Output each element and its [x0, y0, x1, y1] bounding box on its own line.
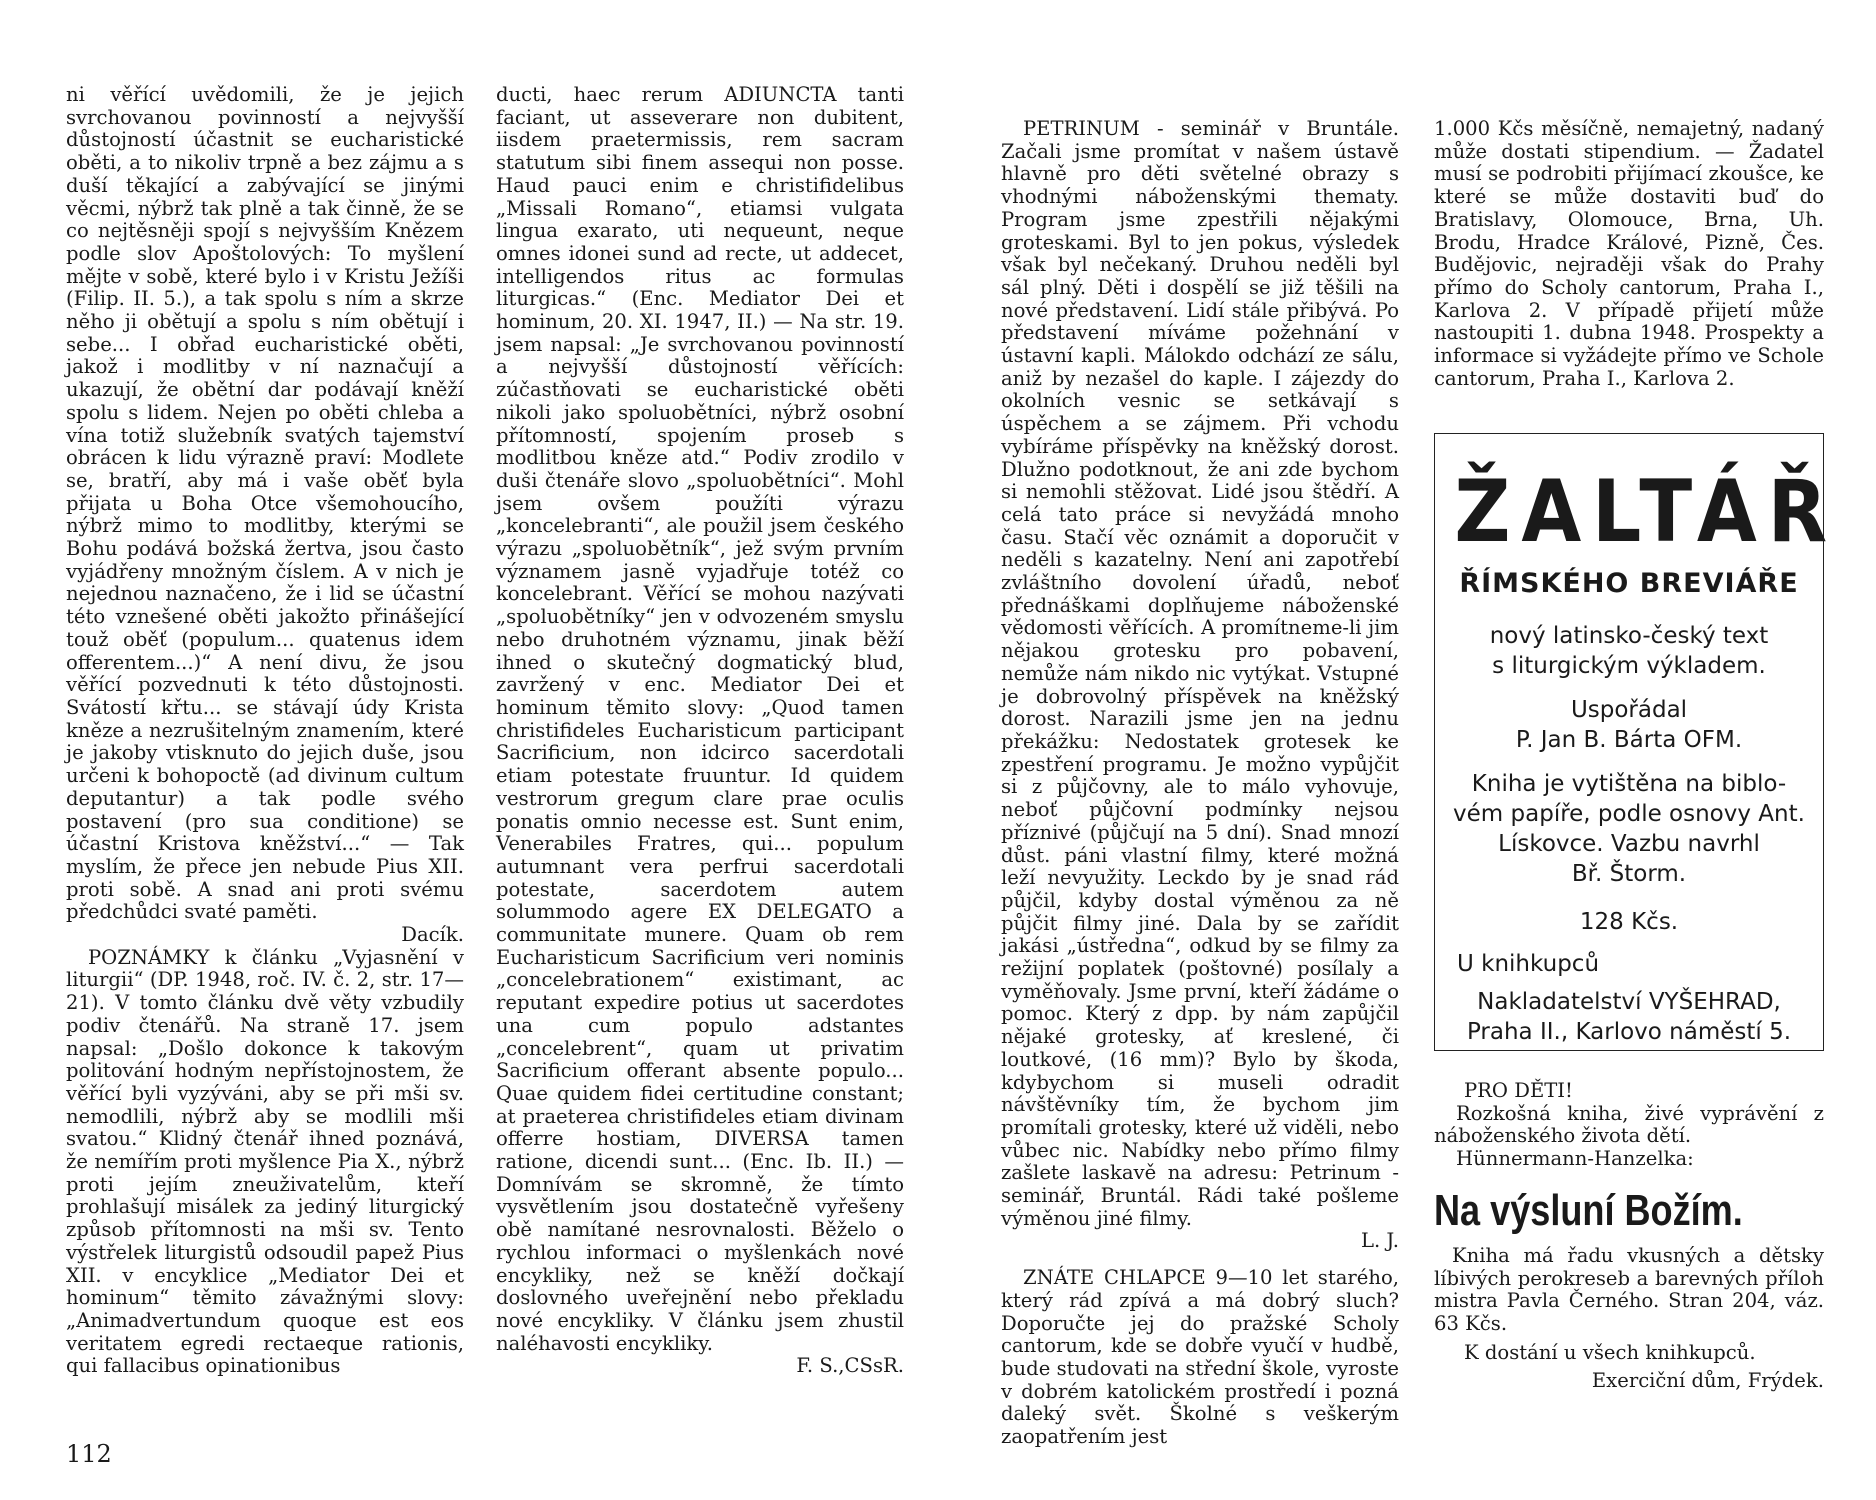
- petrinum-paragraph: PETRINUM - seminář v Bruntále. Začali jsme promítat v našem ústavě hlavně pro děti světelné obrazy s vhodnými náboženskými thematy. Program jsme zpestřili nějakými groteskami. Byl to jen pokus, výsledek však byl nečekaný. Druhou neděli byl sál plný. Děti i dospělí se již těšili na nové představení. Lidí stále přibývá. Po představení míváme požehnání v ústavní kapli. Málokdo odchází ze sálu, aniž by nezašel do kaple. I zájezdy do okolních vesnic se setkávají s úspěchem a se zájmem. Při vchodu vybíráme příspěvky na kněžský dorost. Dlužno podotknout, že ani zde bychom si nemohli stěžovat. Lidé jsou štědří. A celá tato práce si nevyžádá mnoho času. Stačí věc oznámit a doporučit v neděli s kazatelny. Není ani zapotřebí zvláštního dovolení úřadů, neboť přednáškami doplňujeme náboženské vědomosti věřících. A promítneme-li jim nějakou grotesku pro pobavení, nemůže nám nikdo nic vytýkat. Vstupné je dobrovolný příspěvek na kněžský dorost. Narazili jsme jen na jednu překážku: Nedostatek grotesek ke zpestření programu. Je možno vypůjčit si z půjčovny, ale to málo vyhovuje, neboť půjčovní podmínky nejsou příznivé (půjčují na 5 dní). Snad mnozí důst. páni vlastní filmy, které možná leží nevyužity. Leckdo by je snad rád půjčil, kdyby dostal výměnou za ně půjčit filmy jiné. Dala by se zařídit jakási „ústředna“, odkud by se filmy za režijní poplatek (poštovné) posílaly a vyměňovaly. Jsme první, kteří žádáme o pomoc. Který z dpp. by nám zapůjčil nějaké grotesky, ať kreslené, či loutkové, (16 mm)? Bylo by škoda, kdybychom si museli odradit návštěvníky tím, že bychom jim promítali grotesky, které už viděli, nebo vůbec nic. Nabídky nebo přímo filmy zašlete laskavě na adresu: Petrinum - seminář, Bruntál. Rádi také pošleme výměnou jiné filmy.: [1001, 117, 1399, 1230]
- ad-line: Kniha je vytištěna na biblo-: [1471, 771, 1787, 797]
- ad-description: [1435, 621, 1823, 889]
- children-ad-availability: K dostání u všech knihkupců.: [1464, 1340, 1756, 1364]
- children-book-advertisement: [1434, 1080, 1824, 1440]
- children-ad-description: Kniha má řadu vkusných a dětsky líbivých perokreseb a barevných příloh mistra Pavla Černého. Stran 204, váz. 63 Kčs.: [1434, 1243, 1824, 1335]
- ad-publisher: [1435, 987, 1823, 1047]
- ad-subtitle: ŘÍMSKÉHO BREVIÁŘE: [1459, 568, 1799, 599]
- schola-cantorum-paragraph: ZNÁTE CHLAPCE 9—10 let starého, který rád zpívá a má dobrý sluch? Doporučte jej do pražské Scholy cantorum, kde se dobře vyučí v hudbě, bude studovati na střední škole, vyroste v dobrém katolickém prostředí i pozná daleký svět. Školné s veškerým zaopatřením jest: [1001, 1266, 1399, 1449]
- ad-bookseller: U knihkupců: [1457, 951, 1600, 977]
- children-ad-intro: Rozkošná kniha, živé vyprávění z náboženského života dětí.: [1434, 1101, 1824, 1148]
- notes-signature: F. S.,CSsR.: [796, 1354, 904, 1378]
- notes-continuation-paragraph: ducti, haec rerum ADIUNCTA tanti faciant, ut asseverare non dubitent, iisdem praetermissis, rem sacram statutum sibi finem assequi non posse. Haud pauci enim e christifidelibus „Missali Romano“, etiamsi vulgata lingua exarato, uti nequeunt, neque omnes idonei sund ad recte, ut addecet, intelligendos ritus ac formulas liturgicas.“ (Enc. Mediator Dei et hominum, 20. XI. 1947, II.) — Na str. 19. jsem napsal: „Je svrchovanou povinností a nejvyšší důstojností věřících: zúčastňovati se eucharistické oběti nikoli jako spoluobětníci, nýbrž osobní přítomností, spojením proseb s modlitbou kněze atd.“ Podiv zrodilo v duši čtenáře slovo „spoluobětníci“. Mohl jsem ovšem použíti výrazu „koncelebranti“, ale použil jsem českého výrazu „spoluobětník“, jež svým prvním významem jasně vyjadřuje totéž co koncelebrant. Věřící se mohou nazývati „spoluobětníky“ jen v odvozeném smyslu nebo druhotném významu, jinak běží ihned o skutečný dogmatický blud, zavržený v enc. Mediator Dei et hominum těmito slovy: „Quod tamen christifideles Eucharisticum participant Sacrificium, non idcirco sacerdotali etiam potestate fruuntur. Id quidem vestrorum gregum clare prae oculis ponatis omnio necesse est. Sunt enim, Venerabiles Fratres, qui... populum autumnant vera perfrui sacerdotali potestate, sacerdotem autem solummodo agere EX DELEGATO a communitate munere. Quam ob rem Eucharisticum Sacrificium veri nominis „concelebrationem“ existimant, ac reputant expedire potius ut sacerdotes una cum populo adstantes „concelebrent“, quam ut privatim Sacrificium offerant absente populo... Quae quidem fidei certitudine constant; at praeterea christifideles etiam divinam offerre hostiam, DIVERSA tamen ratione, dicendi sunt... (Enc. Ib. II.) — Domnívám se skromně, že tímto vysvětlením jsou dostatečně vyřešeny obě namítané nesrovnalosti. Běželo o rychlou informaci o myšlenkách nové encykliky, než se kněží dočkají doslovného uveřejnění nebo překladu nové encykliky. V článku jsem zhustil naléhavosti encykliky.: [496, 83, 904, 1355]
- petrinum-signature: L. J.: [1360, 1229, 1399, 1253]
- ad-line: vém papíře, podle osnovy Ant.: [1453, 801, 1805, 827]
- schola-cantorum-continuation: 1.000 Kčs měsíčně, nemajetný, nadaný může dostati stipendium. — Žadatel musí se podrobiti přijímací zkoušce, ke které se může dostaviti buď do Bratislavy, Olomouce, Brna, Uh. Brodu, Hradce Králové, Pizně, Čes. Budějovic, nejraději však do Prahy přímo do Scholy cantorum, Praha I., Karlova 2. V případě přijetí může nastoupiti 1. dubna 1948. Prospekty a informace si vyžádejte přímo ve Schole cantorum, Praha I., Karlova 2.: [1434, 117, 1824, 390]
- notes-paragraph: POZNÁMKY k článku „Vyjasnění v liturgii“ (DP. 1948, roč. IV. č. 2, str. 17—21). V tomto článku dvě věty vzbudily podiv čtenářů. Na straně 17. jsem napsal: „Došlo dokonce k takovým politování hodným nepřístojnostem, že věřící byli vyzýváni, aby se při mši sv. nemodlili, nýbrž aby se modlili mši svatou.“ Klidný čtenář ihned poznává, že nemířím proti myšlence Pia X., nýbrž proti jejím zneuživatelům, kteří prohlašují misálek za jediný liturgický způsob přítomnosti na mši sv. Tento výstřelek liturgistů odsoudil papež Pius XII. v encyklice „Mediator Dei et hominum“ těmito závažnými slovy: „Animadvertundum quoque est eos veritatem egredi rectaeque rationis, qui fallacibus opinationibus: [66, 945, 464, 1378]
- ad-publisher-address: Praha II., Karlovo náměstí 5.: [1466, 1019, 1792, 1045]
- ad-line: Bř. Štorm.: [1571, 861, 1687, 887]
- children-ad-authors: Hünnermann-Hanzelka:: [1456, 1147, 1694, 1171]
- children-ad-seller: Exerciční dům, Frýdek.: [1591, 1369, 1824, 1393]
- children-ad-title: Na výsluní Božím.: [1434, 1185, 1743, 1235]
- column-3: [1001, 117, 1399, 1449]
- ad-publisher-name: Nakladatelství VYŠEHRAD,: [1477, 989, 1781, 1015]
- column-4: [1434, 118, 1824, 418]
- ad-line: Lískovce. Vazbu navrhl: [1498, 831, 1760, 857]
- page-number: 112: [66, 1440, 112, 1468]
- article-signature-dacik: Dacík.: [401, 923, 464, 947]
- ad-line: nový latinsko-český text: [1489, 623, 1769, 649]
- ad-arranged-label: Uspořádal: [1570, 697, 1688, 723]
- ad-arranger: P. Jan B. Bárta OFM.: [1515, 727, 1743, 753]
- children-ad-heading: PRO DĚTI!: [1464, 1079, 1573, 1102]
- ad-price: 128 Kčs.: [1579, 909, 1679, 935]
- ad-title: ŽALTÁŘ: [1454, 462, 1839, 562]
- column-1: [66, 83, 464, 1378]
- column-2: [496, 83, 904, 1378]
- zaltar-advertisement: [1434, 433, 1839, 1051]
- article-liturgy-paragraph: ni věřící uvědomili, že je jejich svrchovanou povinností a nejvyšší důstojností účastnit se eucharistické oběti, a to nikoliv trpně a bez zájmu a s duší těkající a zabývající se jinými věcmi, nýbrž tak plně a tak činně, že se co nejtěsněji spojí s nejvyšším Knězem podle slov Apoštolových: To myšlení mějte v sobě, které bylo i v Kristu Ježíši (Filip. II. 5.), a tak spolu s ním a skrze něho ji obětují a spolu s ním obětují i sebe... I obřad eucharistické oběti, jakož i modlitby v ní naznačují a ukazují, že obětní dar podávají kněží spolu s lidem. Nejen po oběti chleba a vína totiž služebník svatých tajemství obrácen k lidu výrazně praví: Modlete se, bratří, aby má i vaše oběť byla přijata u Boha Otce všemohoucího, nýbrž mimo to modlitby, kterými se Bohu podává božská žertva, jsou často vyjádřeny množným číslem. A v nich je nejednou naznačeno, že i lid se účastní této vznešené oběti jakožto přinášející touž oběť (populum... quatenus idem offerentem...)“ A není divu, že jsou věřící pozvednuti k této důstojnosti. Svátostí křtu... se stávají údy Krista kněze a nezrušitelným znamením, které je jakoby vtisknuto do jejich duše, jsou určeni k bohopoctě (ad divinum cultum deputantur) a tak podle svého postavení (pro sua conditione) se účastní Kristova kněžství...“ — Tak myslím, že přece jen nebude Pius XII. proti sobě. A snad ani proti svému předchůdci svaté paměti.: [66, 83, 464, 924]
- ad-line: s liturgickým výkladem.: [1492, 653, 1766, 679]
